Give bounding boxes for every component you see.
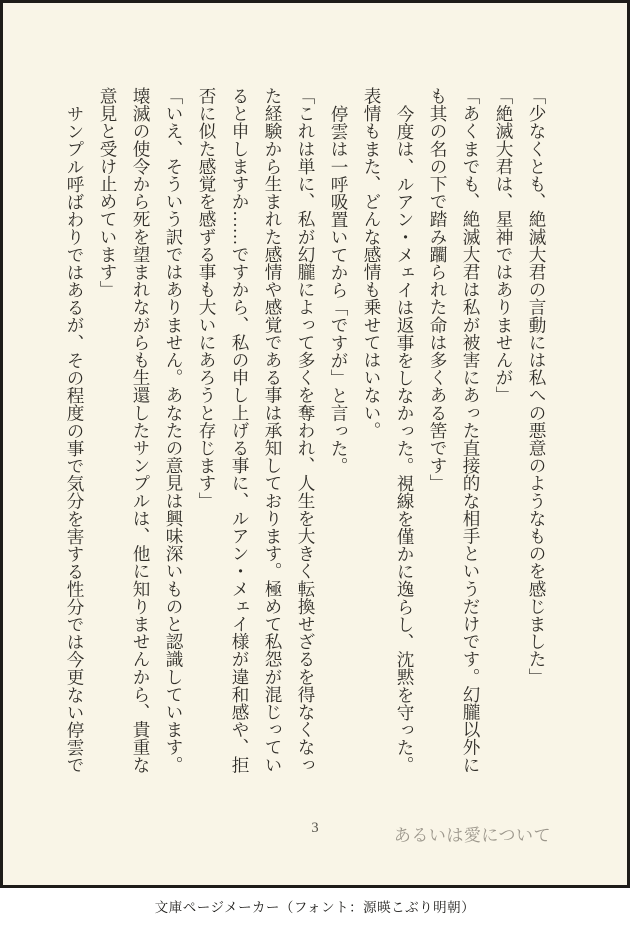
paragraph: 「少なくとも、絶滅大君の言動には私への悪意のようなものを感じました」: [527, 87, 547, 686]
paragraph: 「これは単に、私が幻朧によって多くを奪われ、人生を大きく転換せざるを得なくなった経験から生まれた感情や感覚である事は承知しております。極めて私怨が混じっていると申しますか……ですから、私の申し上げる事に、ルアン・メェイ様が違和感や、拒否に似た感覚を感ずる事も大いにあろうと存じます」: [197, 87, 316, 774]
caption-strip: [0, 888, 630, 928]
paragraph: 「絶滅大君は、星神ではありませんが」: [494, 87, 514, 404]
paragraph: サンプル呼ばわりではあるが、その程度の事で気分を害する性分では今更ない停雲で: [65, 104, 85, 774]
paragraph: 今度は、ルアン・メェイは返事をしなかった。視線を僅かに逸らし、沈黙を守った。表情もまた、どんな感情も乗せてはいない。: [362, 87, 415, 774]
body-text: [58, 87, 553, 777]
page-title: あるいは愛について: [393, 826, 551, 845]
generator-caption: 文庫ページメーカー（フォント：源暎こぶり明朝）: [154, 900, 476, 915]
page-number: 3: [311, 820, 319, 836]
paragraph: 「いえ、そういう訳ではありません。あなたの意見は興味深いものと認識しています。壊滅の使令から死を望まれながらも生還したサンプルは、他に知りませんから、貴重な意見と受け止めています」: [98, 87, 184, 774]
paragraph: 停雲は一呼吸置いてから「ですが」と言った。: [329, 104, 349, 475]
paragraph: 「あくまでも、絶滅大君は私が被害にあった直接的な相手というだけです。幻朧以外にも其の名の下で踏み躙られた命は多くある筈です」: [428, 87, 481, 774]
